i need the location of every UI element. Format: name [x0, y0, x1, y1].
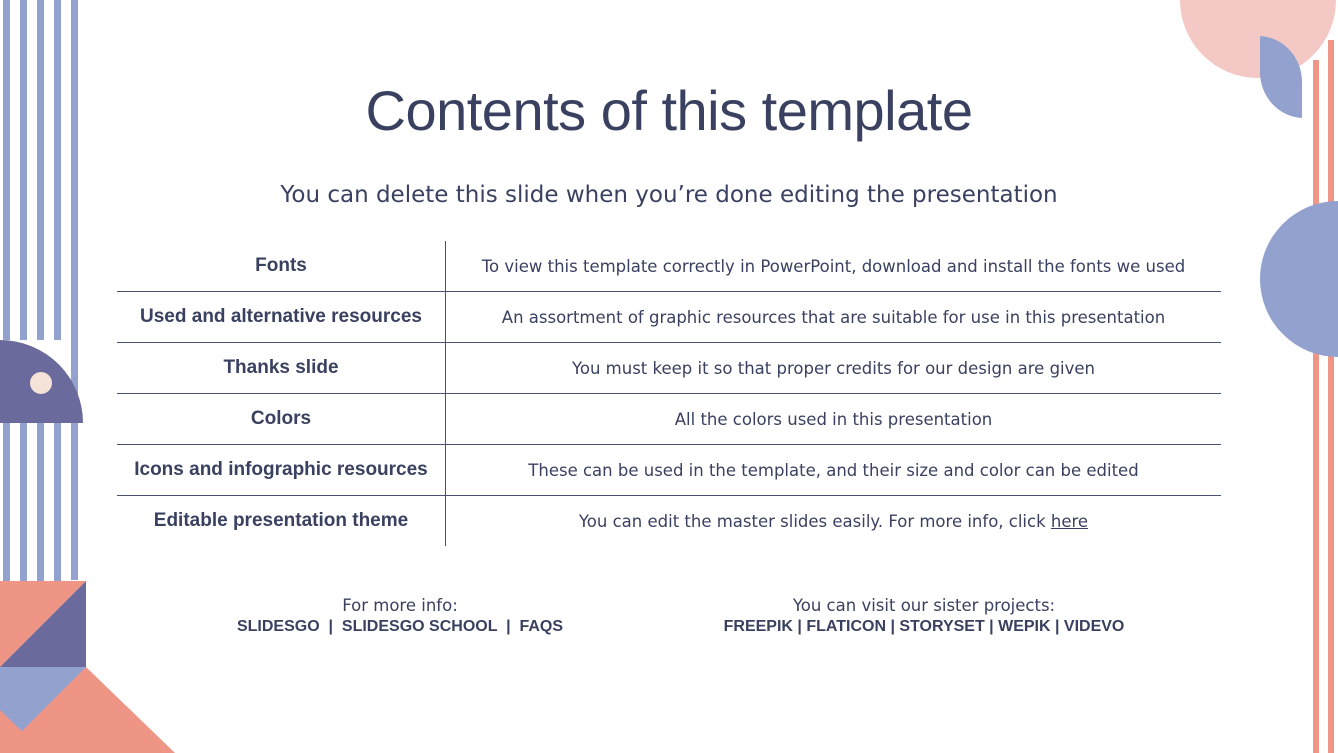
- footer-sister-projects-links[interactable]: FREEPIK | FLATICON | STORYSET | WEPIK | VIDEVO: [723, 618, 1125, 635]
- row-description: You can edit the master slides easily. For more info, click: [578, 511, 1051, 531]
- page-title: Contents of this template: [365, 79, 973, 142]
- row-label: Thanks slide: [117, 343, 446, 394]
- row-label: Colors: [117, 394, 446, 445]
- footer-more-info-links[interactable]: SLIDESGO | SLIDESGO SCHOOL | FAQS: [236, 618, 564, 635]
- row-description: An assortment of graphic resources that are suitable for use in this presentation: [446, 292, 1222, 343]
- footer-more-info: [200, 596, 600, 638]
- row-description: You must keep it so that proper credits for our design are given: [446, 343, 1222, 394]
- row-description: All the colors used in this presentation: [446, 394, 1222, 445]
- footer-sister-projects: [674, 596, 1174, 638]
- row-description: To view this template correctly in PowerPoint, download and install the fonts we used: [446, 241, 1222, 292]
- row-label: Icons and infographic resources: [117, 445, 446, 496]
- row-label: Fonts: [117, 241, 446, 292]
- table-row: [117, 445, 1221, 496]
- row-label: Used and alternative resources: [117, 292, 446, 343]
- table-row: [117, 394, 1221, 445]
- footer-sister-projects-label: You can visit our sister projects:: [792, 596, 1056, 615]
- page-subtitle: You can delete this slide when you’re done editing the presentation: [280, 182, 1058, 208]
- contents-table: [117, 241, 1221, 546]
- row-description-cell: [446, 496, 1222, 547]
- footer-more-info-label: For more info:: [342, 596, 458, 615]
- row-description: These can be used in the template, and their size and color can be edited: [446, 445, 1222, 496]
- table-row: [117, 343, 1221, 394]
- table-row: [117, 241, 1221, 292]
- row-label: Editable presentation theme: [117, 496, 446, 547]
- table-row: [117, 292, 1221, 343]
- table-row: [117, 496, 1221, 547]
- here-link[interactable]: here: [1050, 511, 1089, 531]
